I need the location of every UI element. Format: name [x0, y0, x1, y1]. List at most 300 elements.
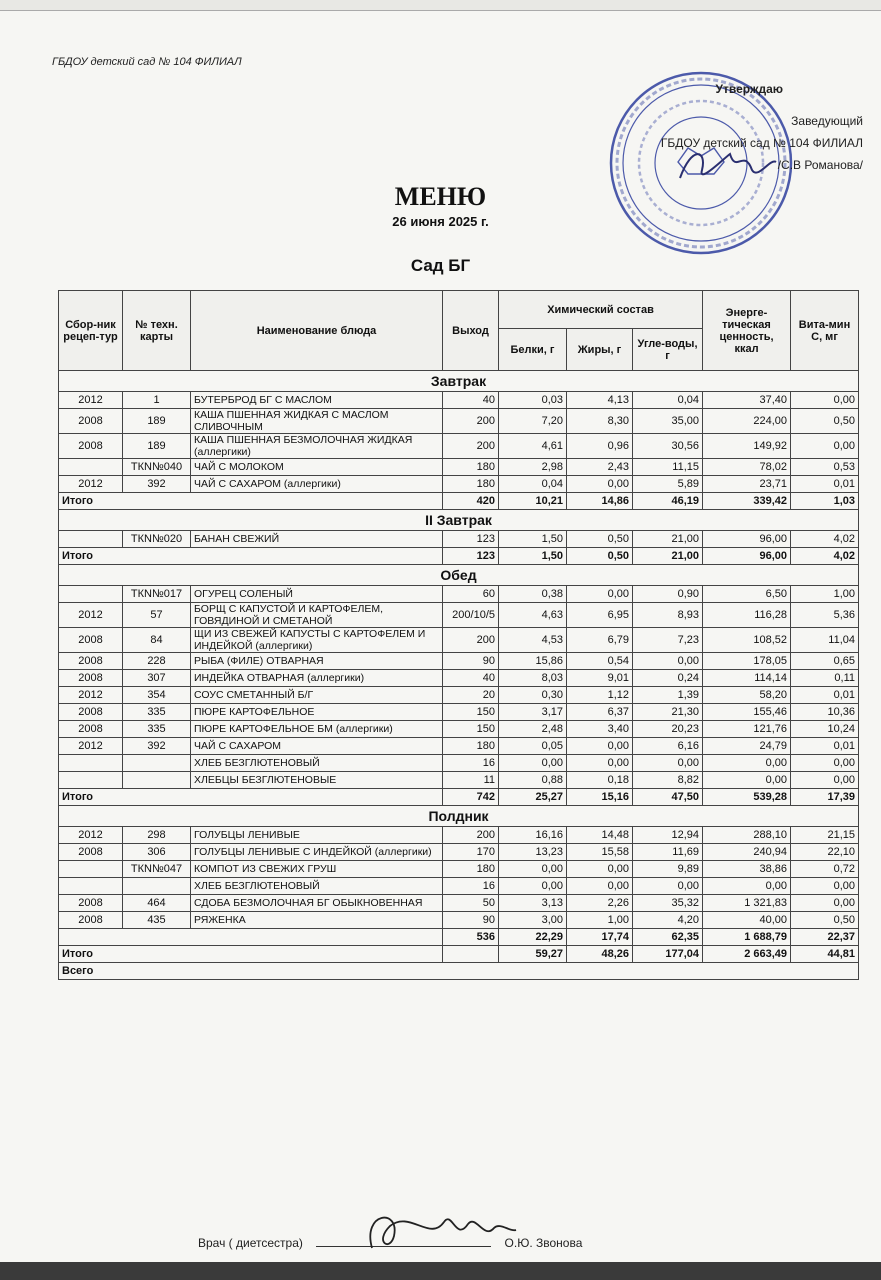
cell-card: 307 — [123, 670, 191, 687]
cell-yield: 16 — [443, 878, 499, 895]
cell-energy: 96,00 — [703, 531, 791, 548]
cell-collection: 2012 — [59, 738, 123, 755]
total-row — [59, 929, 859, 946]
cell-energy: 288,10 — [703, 827, 791, 844]
total-label: Итого — [59, 789, 443, 806]
table-row — [59, 895, 859, 912]
cell-energy: 240,94 — [703, 844, 791, 861]
cell-card: 354 — [123, 687, 191, 704]
cell-protein: 8,03 — [499, 670, 567, 687]
cell-vitamin: 22,10 — [791, 844, 859, 861]
meal-header-row — [59, 806, 859, 827]
total-yield: 742 — [443, 789, 499, 806]
cell-fat: 9,01 — [567, 670, 633, 687]
table-row — [59, 912, 859, 929]
cell-collection — [59, 772, 123, 789]
cell-dish-name: ПЮРЕ КАРТОФЕЛЬНОЕ БМ (аллергики) — [191, 721, 443, 738]
cell-fat: 6,95 — [567, 603, 633, 628]
cell-card: 228 — [123, 653, 191, 670]
cell-collection: 2008 — [59, 628, 123, 653]
page-title: МЕНЮ — [394, 182, 487, 211]
cell-carbs: 8,93 — [633, 603, 703, 628]
total-vitamin: 17,39 — [791, 789, 859, 806]
cell-collection: 2012 — [59, 603, 123, 628]
cell-energy: 121,76 — [703, 721, 791, 738]
top-strip — [0, 0, 881, 11]
cell-vitamin: 11,04 — [791, 628, 859, 653]
cell-energy: 1 321,83 — [703, 895, 791, 912]
cell-card: 392 — [123, 476, 191, 493]
cell-carbs: 0,00 — [633, 755, 703, 772]
cell-card: 84 — [123, 628, 191, 653]
cell-card — [123, 878, 191, 895]
total-vitamin: 4,02 — [791, 548, 859, 565]
cell-dish-name: КАША ПШЕННАЯ ЖИДКАЯ С МАСЛОМ СЛИВОЧНЫМ — [191, 409, 443, 434]
cell-collection: 2008 — [59, 895, 123, 912]
cell-yield: 40 — [443, 670, 499, 687]
cell-collection: 2008 — [59, 721, 123, 738]
cell-vitamin: 0,65 — [791, 653, 859, 670]
table-row — [59, 670, 859, 687]
cell-carbs: 0,00 — [633, 878, 703, 895]
meal-name: Обед — [59, 565, 859, 586]
menu-date: 26 июня 2025 г. — [392, 214, 489, 229]
table-row — [59, 844, 859, 861]
cell-collection: 2012 — [59, 687, 123, 704]
cell-dish-name: БАНАН СВЕЖИЙ — [191, 531, 443, 548]
cell-fat: 0,54 — [567, 653, 633, 670]
cell-fat: 6,37 — [567, 704, 633, 721]
cell-collection — [59, 586, 123, 603]
table-row — [59, 772, 859, 789]
total-protein: 10,21 — [499, 493, 567, 510]
cell-collection: 2012 — [59, 827, 123, 844]
cell-energy: 0,00 — [703, 878, 791, 895]
dietitian-signature-icon — [360, 1202, 520, 1262]
cell-fat: 0,96 — [567, 434, 633, 459]
cell-energy: 23,71 — [703, 476, 791, 493]
total-energy: 539,28 — [703, 789, 791, 806]
cell-dish-name: ИНДЕЙКА ОТВАРНАЯ (аллергики) — [191, 670, 443, 687]
cell-protein: 0,04 — [499, 476, 567, 493]
cell-dish-name: СДОБА БЕЗМОЛОЧНАЯ БГ ОБЫКНОВЕННАЯ — [191, 895, 443, 912]
col-vitamin: Вита-мин С, мг — [791, 291, 859, 371]
cell-collection: 2008 — [59, 409, 123, 434]
cell-protein: 4,61 — [499, 434, 567, 459]
cell-energy: 24,79 — [703, 738, 791, 755]
table-row — [59, 459, 859, 476]
cell-carbs: 12,94 — [633, 827, 703, 844]
cell-yield: 200 — [443, 434, 499, 459]
cell-carbs: 20,23 — [633, 721, 703, 738]
total-energy: 339,42 — [703, 493, 791, 510]
table-row — [59, 861, 859, 878]
cell-dish-name: БОРЩ С КАПУСТОЙ И КАРТОФЕЛЕМ, ГОВЯДИНОЙ И СМЕТАНОЙ — [191, 603, 443, 628]
total-protein: 1,50 — [499, 548, 567, 565]
total-yield: 123 — [443, 548, 499, 565]
cell-fat: 0,00 — [567, 861, 633, 878]
cell-card: 392 — [123, 738, 191, 755]
cell-protein: 4,53 — [499, 628, 567, 653]
cell-fat: 2,26 — [567, 895, 633, 912]
table-row — [59, 687, 859, 704]
cell-yield: 180 — [443, 861, 499, 878]
cell-yield: 200/10/5 — [443, 603, 499, 628]
cell-fat: 0,18 — [567, 772, 633, 789]
cell-energy: 6,50 — [703, 586, 791, 603]
cell-energy: 149,92 — [703, 434, 791, 459]
meal-name: Завтрак — [59, 371, 859, 392]
table-row — [59, 434, 859, 459]
cell-yield: 200 — [443, 628, 499, 653]
cell-protein: 15,86 — [499, 653, 567, 670]
all-total-label: Всего — [59, 963, 859, 980]
approve-line-2: ГБДОУ детский сад № 104 ФИЛИАЛ — [660, 136, 863, 150]
cell-energy: 114,14 — [703, 670, 791, 687]
total-protein: 25,27 — [499, 789, 567, 806]
total-fat: 17,74 — [567, 929, 633, 946]
cell-carbs: 30,56 — [633, 434, 703, 459]
cell-card: 435 — [123, 912, 191, 929]
cell-fat: 15,58 — [567, 844, 633, 861]
cell-protein: 0,30 — [499, 687, 567, 704]
cell-protein: 0,88 — [499, 772, 567, 789]
cell-protein: 0,03 — [499, 392, 567, 409]
cell-energy: 78,02 — [703, 459, 791, 476]
table-row — [59, 476, 859, 493]
cell-energy: 40,00 — [703, 912, 791, 929]
cell-fat: 0,00 — [567, 878, 633, 895]
cell-carbs: 35,32 — [633, 895, 703, 912]
cell-protein: 13,23 — [499, 844, 567, 861]
total-label: Итого — [59, 493, 443, 510]
menu-table — [58, 290, 859, 980]
grand-total-yield — [443, 946, 499, 963]
cell-energy: 38,86 — [703, 861, 791, 878]
meal-name: Полдник — [59, 806, 859, 827]
grand-total-carbs: 177,04 — [633, 946, 703, 963]
cell-fat: 1,00 — [567, 912, 633, 929]
table-row — [59, 531, 859, 548]
grand-total-row — [59, 946, 859, 963]
table-row — [59, 738, 859, 755]
cell-carbs: 1,39 — [633, 687, 703, 704]
cell-fat: 1,12 — [567, 687, 633, 704]
cell-yield: 11 — [443, 772, 499, 789]
cell-fat: 0,50 — [567, 531, 633, 548]
cell-energy: 116,28 — [703, 603, 791, 628]
cell-yield: 180 — [443, 476, 499, 493]
total-row — [59, 548, 859, 565]
footer-role: Врач ( диетсестра) — [198, 1236, 303, 1250]
cell-collection — [59, 531, 123, 548]
cell-collection: 2008 — [59, 434, 123, 459]
total-label — [59, 929, 443, 946]
cell-fat: 0,00 — [567, 755, 633, 772]
cell-protein: 0,00 — [499, 861, 567, 878]
total-fat: 0,50 — [567, 548, 633, 565]
cell-dish-name: ХЛЕБ БЕЗГЛЮТЕНОВЫЙ — [191, 755, 443, 772]
cell-dish-name: СОУС СМЕТАННЫЙ Б/Г — [191, 687, 443, 704]
meal-name: II Завтрак — [59, 510, 859, 531]
cell-fat: 3,40 — [567, 721, 633, 738]
cell-dish-name: РЫБА (ФИЛЕ) ОТВАРНАЯ — [191, 653, 443, 670]
cell-protein: 7,20 — [499, 409, 567, 434]
cell-vitamin: 0,00 — [791, 878, 859, 895]
cell-card: ТКN№020 — [123, 531, 191, 548]
cell-fat: 8,30 — [567, 409, 633, 434]
cell-yield: 170 — [443, 844, 499, 861]
cell-fat: 0,00 — [567, 738, 633, 755]
grand-total-protein: 59,27 — [499, 946, 567, 963]
table-row — [59, 628, 859, 653]
cell-card: 306 — [123, 844, 191, 861]
cell-card: 298 — [123, 827, 191, 844]
total-energy: 96,00 — [703, 548, 791, 565]
cell-vitamin: 0,11 — [791, 670, 859, 687]
cell-carbs: 35,00 — [633, 409, 703, 434]
cell-yield: 20 — [443, 687, 499, 704]
total-carbs: 47,50 — [633, 789, 703, 806]
cell-energy: 155,46 — [703, 704, 791, 721]
cell-vitamin: 0,00 — [791, 434, 859, 459]
cell-vitamin: 1,00 — [791, 586, 859, 603]
table-row — [59, 586, 859, 603]
cell-card — [123, 772, 191, 789]
table-row — [59, 704, 859, 721]
cell-carbs: 7,23 — [633, 628, 703, 653]
cell-carbs: 9,89 — [633, 861, 703, 878]
cell-yield: 150 — [443, 704, 499, 721]
cell-fat: 4,13 — [567, 392, 633, 409]
total-yield: 420 — [443, 493, 499, 510]
cell-dish-name: ГОЛУБЦЫ ЛЕНИВЫЕ С ИНДЕЙКОЙ (аллергики) — [191, 844, 443, 861]
cell-yield: 50 — [443, 895, 499, 912]
cell-carbs: 5,89 — [633, 476, 703, 493]
col-fat: Жиры, г — [567, 329, 633, 371]
section-title: Сад БГ — [410, 256, 471, 275]
col-name: Наименование блюда — [191, 291, 443, 371]
cell-yield: 200 — [443, 827, 499, 844]
cell-carbs: 0,00 — [633, 653, 703, 670]
cell-card: ТКN№017 — [123, 586, 191, 603]
cell-carbs: 0,24 — [633, 670, 703, 687]
cell-card: 57 — [123, 603, 191, 628]
table-row — [59, 392, 859, 409]
total-carbs: 46,19 — [633, 493, 703, 510]
cell-carbs: 11,15 — [633, 459, 703, 476]
cell-yield: 200 — [443, 409, 499, 434]
cell-carbs: 0,04 — [633, 392, 703, 409]
cell-protein: 0,00 — [499, 878, 567, 895]
cell-carbs: 8,82 — [633, 772, 703, 789]
total-vitamin: 22,37 — [791, 929, 859, 946]
all-total-row — [59, 963, 859, 980]
cell-energy: 37,40 — [703, 392, 791, 409]
total-carbs: 62,35 — [633, 929, 703, 946]
cell-vitamin: 21,15 — [791, 827, 859, 844]
cell-card: 1 — [123, 392, 191, 409]
cell-vitamin: 0,00 — [791, 755, 859, 772]
cell-dish-name: ЧАЙ С САХАРОМ — [191, 738, 443, 755]
cell-yield: 123 — [443, 531, 499, 548]
cell-dish-name: ЩИ ИЗ СВЕЖЕЙ КАПУСТЫ С КАРТОФЕЛЕМ И ИНДЕЙКОЙ (аллергики) — [191, 628, 443, 653]
meal-header-row — [59, 565, 859, 586]
col-yield: Выход — [443, 291, 499, 371]
cell-protein: 3,00 — [499, 912, 567, 929]
cell-yield: 90 — [443, 653, 499, 670]
cell-collection: 2012 — [59, 476, 123, 493]
grand-total-energy: 2 663,49 — [703, 946, 791, 963]
cell-card: ТКN№040 — [123, 459, 191, 476]
cell-vitamin: 0,01 — [791, 687, 859, 704]
cell-collection: 2008 — [59, 653, 123, 670]
cell-card: 335 — [123, 704, 191, 721]
approve-title: Утверждаю — [715, 82, 783, 96]
table-row — [59, 721, 859, 738]
total-protein: 22,29 — [499, 929, 567, 946]
cell-fat: 6,79 — [567, 628, 633, 653]
cell-vitamin: 10,36 — [791, 704, 859, 721]
cell-collection: 2008 — [59, 704, 123, 721]
col-collection: Сбор-ник рецеп-тур — [59, 291, 123, 371]
cell-protein: 0,00 — [499, 755, 567, 772]
cell-collection: 2008 — [59, 912, 123, 929]
grand-total-label: Итого — [59, 946, 443, 963]
cell-protein: 0,38 — [499, 586, 567, 603]
cell-dish-name: ЧАЙ С САХАРОМ (аллергики) — [191, 476, 443, 493]
org-name: ГБДОУ детский сад № 104 ФИЛИАЛ — [52, 56, 242, 68]
cell-card: 464 — [123, 895, 191, 912]
cell-protein: 3,17 — [499, 704, 567, 721]
cell-energy: 224,00 — [703, 409, 791, 434]
cell-dish-name: БУТЕРБРОД БГ С МАСЛОМ — [191, 392, 443, 409]
cell-protein: 2,48 — [499, 721, 567, 738]
cell-energy: 0,00 — [703, 755, 791, 772]
cell-yield: 180 — [443, 459, 499, 476]
col-card: № техн. карты — [123, 291, 191, 371]
table-row — [59, 653, 859, 670]
cell-dish-name: ХЛЕБ БЕЗГЛЮТЕНОВЫЙ — [191, 878, 443, 895]
total-energy: 1 688,79 — [703, 929, 791, 946]
cell-collection — [59, 459, 123, 476]
cell-protein: 2,98 — [499, 459, 567, 476]
grand-total-vitamin: 44,81 — [791, 946, 859, 963]
cell-card: ТКN№047 — [123, 861, 191, 878]
cell-yield: 150 — [443, 721, 499, 738]
total-fat: 14,86 — [567, 493, 633, 510]
cell-yield: 90 — [443, 912, 499, 929]
cell-vitamin: 0,00 — [791, 895, 859, 912]
footer-name: О.Ю. Звонова — [504, 1236, 583, 1250]
cell-collection: 2008 — [59, 844, 123, 861]
table-row — [59, 409, 859, 434]
cell-collection — [59, 861, 123, 878]
cell-dish-name: КАША ПШЕННАЯ БЕЗМОЛОЧНАЯ ЖИДКАЯ (аллергики) — [191, 434, 443, 459]
cell-dish-name: ОГУРЕЦ СОЛЕНЫЙ — [191, 586, 443, 603]
cell-collection — [59, 755, 123, 772]
cell-carbs: 4,20 — [633, 912, 703, 929]
cell-vitamin: 0,50 — [791, 912, 859, 929]
total-fat: 15,16 — [567, 789, 633, 806]
cell-dish-name: ЧАЙ С МОЛОКОМ — [191, 459, 443, 476]
cell-protein: 4,63 — [499, 603, 567, 628]
cell-energy: 58,20 — [703, 687, 791, 704]
total-yield: 536 — [443, 929, 499, 946]
cell-carbs: 0,90 — [633, 586, 703, 603]
approve-line-3: /С.В Романова/ — [777, 158, 863, 172]
cell-vitamin: 4,02 — [791, 531, 859, 548]
cell-protein: 0,05 — [499, 738, 567, 755]
meal-header-row — [59, 510, 859, 531]
cell-vitamin: 0,00 — [791, 772, 859, 789]
cell-dish-name: ПЮРЕ КАРТОФЕЛЬНОЕ — [191, 704, 443, 721]
total-label: Итого — [59, 548, 443, 565]
cell-fat: 2,43 — [567, 459, 633, 476]
table-row — [59, 755, 859, 772]
total-row — [59, 493, 859, 510]
total-vitamin: 1,03 — [791, 493, 859, 510]
cell-yield: 180 — [443, 738, 499, 755]
table-row — [59, 878, 859, 895]
cell-energy: 108,52 — [703, 628, 791, 653]
cell-vitamin: 0,53 — [791, 459, 859, 476]
cell-dish-name: ХЛЕБЦЫ БЕЗГЛЮТЕНОВЫЕ — [191, 772, 443, 789]
grand-total-fat: 48,26 — [567, 946, 633, 963]
table-row — [59, 827, 859, 844]
cell-fat: 0,00 — [567, 586, 633, 603]
col-energy: Энерге-тическая ценность, ккал — [703, 291, 791, 371]
cell-vitamin: 5,36 — [791, 603, 859, 628]
cell-vitamin: 0,00 — [791, 392, 859, 409]
cell-vitamin: 0,01 — [791, 738, 859, 755]
cell-yield: 60 — [443, 586, 499, 603]
cell-carbs: 6,16 — [633, 738, 703, 755]
cell-vitamin: 0,01 — [791, 476, 859, 493]
cell-carbs: 21,30 — [633, 704, 703, 721]
cell-dish-name: РЯЖЕНКА — [191, 912, 443, 929]
meal-header-row — [59, 371, 859, 392]
col-carbs: Угле-воды, г — [633, 329, 703, 371]
cell-collection — [59, 878, 123, 895]
cell-energy: 178,05 — [703, 653, 791, 670]
cell-card: 189 — [123, 409, 191, 434]
cell-fat: 14,48 — [567, 827, 633, 844]
cell-energy: 0,00 — [703, 772, 791, 789]
cell-dish-name: КОМПОТ ИЗ СВЕЖИХ ГРУШ — [191, 861, 443, 878]
cell-dish-name: ГОЛУБЦЫ ЛЕНИВЫЕ — [191, 827, 443, 844]
cell-collection: 2012 — [59, 392, 123, 409]
cell-card: 335 — [123, 721, 191, 738]
cell-collection: 2008 — [59, 670, 123, 687]
approve-line-1: Заведующий — [791, 114, 863, 128]
cell-card — [123, 755, 191, 772]
cell-vitamin: 0,72 — [791, 861, 859, 878]
cell-vitamin: 10,24 — [791, 721, 859, 738]
total-row — [59, 789, 859, 806]
col-protein: Белки, г — [499, 329, 567, 371]
cell-yield: 16 — [443, 755, 499, 772]
cell-carbs: 11,69 — [633, 844, 703, 861]
col-chem: Химический состав — [499, 291, 703, 329]
cell-protein: 16,16 — [499, 827, 567, 844]
cell-vitamin: 0,50 — [791, 409, 859, 434]
cell-yield: 40 — [443, 392, 499, 409]
cell-carbs: 21,00 — [633, 531, 703, 548]
total-carbs: 21,00 — [633, 548, 703, 565]
cell-protein: 1,50 — [499, 531, 567, 548]
cell-card: 189 — [123, 434, 191, 459]
